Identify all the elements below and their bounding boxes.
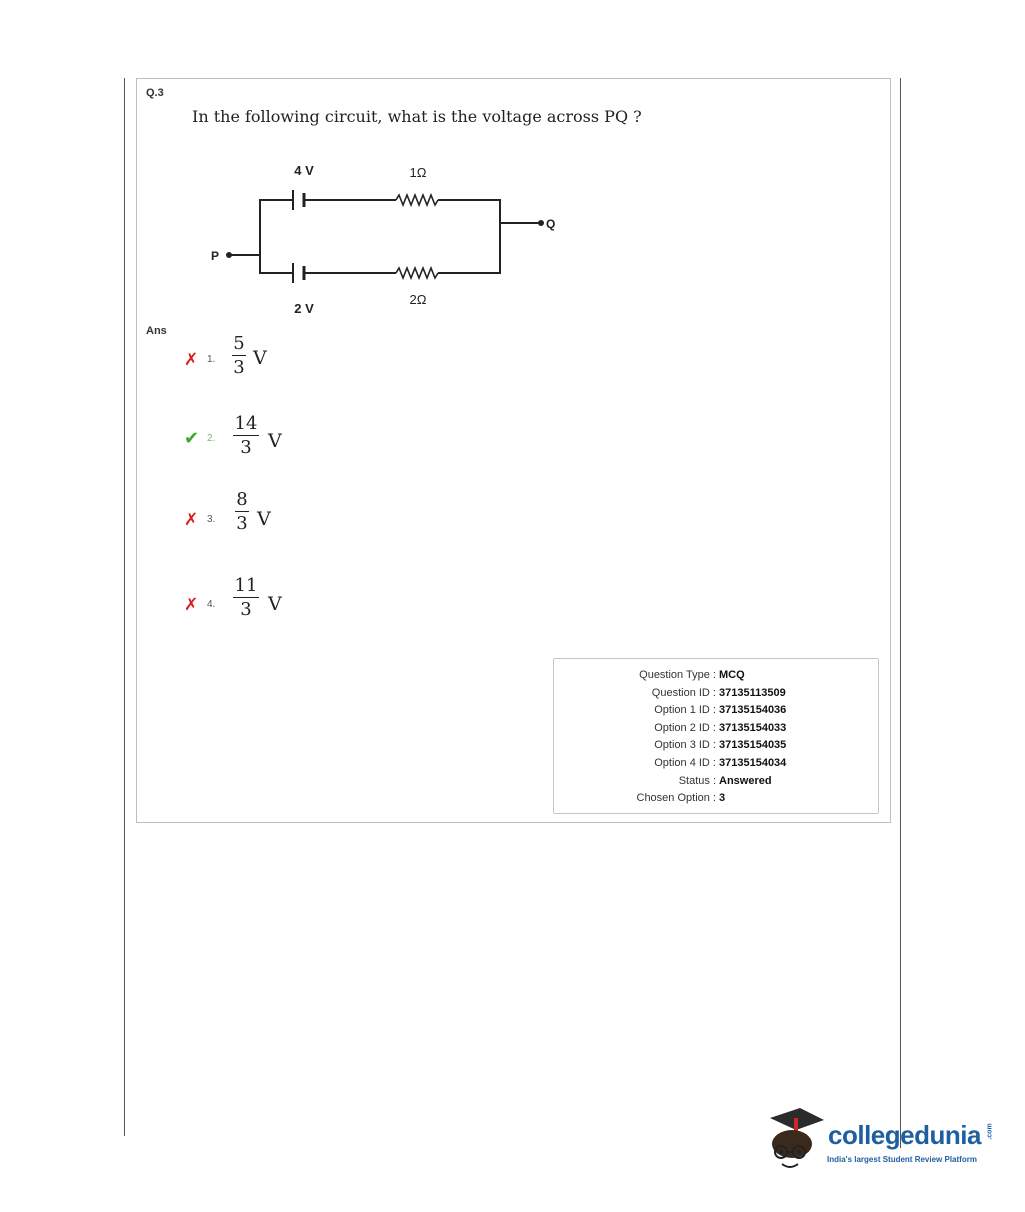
info-key: Chosen Option : (636, 792, 716, 804)
option-number: 4. (207, 599, 216, 610)
info-key: Question ID : (651, 687, 716, 699)
brand-name: collegedunia (828, 1120, 981, 1150)
label-p: P (211, 249, 220, 263)
info-row (554, 737, 878, 753)
info-value: 3 (719, 792, 726, 804)
info-row (554, 720, 878, 736)
collegedunia-logo[interactable] (766, 1104, 996, 1180)
label-top-resistor: 1Ω (409, 165, 427, 180)
option-unit: V (257, 508, 271, 530)
denominator: 3 (233, 357, 245, 378)
circuit-diagram (200, 155, 560, 325)
answer-label: Ans (146, 325, 167, 337)
cross-icon: ✗ (184, 350, 199, 369)
option-4[interactable] (184, 576, 324, 636)
label-top-battery: 4 V (294, 163, 314, 178)
info-row (554, 685, 878, 701)
terminal-p (226, 252, 232, 258)
info-row (554, 755, 878, 771)
page-border-left (124, 78, 125, 1136)
info-value: MCQ (719, 669, 745, 681)
cross-icon: ✗ (184, 510, 199, 529)
fraction-bar (235, 511, 249, 512)
info-row (554, 790, 878, 806)
page-border-right (900, 78, 901, 1148)
question-info-panel (553, 658, 879, 814)
info-row (554, 702, 878, 718)
terminal-q (538, 220, 544, 226)
question-number: Q.3 (146, 87, 164, 99)
option-number: 2. (207, 433, 216, 444)
check-icon: ✔ (184, 428, 200, 448)
brand-tagline: India's largest Student Review Platform (827, 1155, 977, 1164)
numerator: 5 (233, 333, 245, 354)
info-key: Option 2 ID : (654, 722, 716, 734)
mascot-icon (766, 1104, 826, 1180)
info-key: Option 1 ID : (654, 704, 716, 716)
question-text: In the following circuit, what is the voltage across PQ ? (192, 107, 642, 126)
option-1[interactable] (184, 334, 324, 394)
option-fraction (233, 576, 259, 620)
option-3[interactable] (184, 490, 324, 550)
fraction-bar (233, 435, 259, 436)
numerator: 14 (234, 413, 258, 434)
info-value: Answered (719, 775, 772, 787)
fraction-bar (232, 355, 246, 356)
info-row (554, 667, 878, 683)
info-key: Option 4 ID : (654, 757, 716, 769)
denominator: 3 (240, 437, 252, 458)
option-fraction (235, 490, 249, 534)
info-value: 37135154033 (719, 722, 787, 734)
label-q: Q (546, 217, 556, 231)
info-value: 37135154036 (719, 704, 787, 716)
resistor-1ohm (396, 195, 438, 205)
info-key: Status : (678, 775, 716, 787)
fraction-bar (233, 597, 259, 598)
brand-suffix: .com (986, 1123, 994, 1140)
option-unit: V (268, 593, 282, 615)
option-fraction (232, 334, 246, 378)
denominator: 3 (236, 513, 248, 534)
option-unit: V (253, 347, 267, 369)
numerator: 11 (234, 575, 258, 596)
label-bottom-resistor: 2Ω (409, 292, 427, 307)
info-value: 37135154035 (719, 739, 787, 751)
info-key: Question Type : (639, 669, 716, 681)
denominator: 3 (240, 599, 252, 620)
option-fraction (233, 414, 259, 458)
cross-icon: ✗ (184, 595, 199, 614)
resistor-2ohm (396, 268, 438, 278)
info-value: 37135154034 (719, 757, 787, 769)
label-bottom-battery: 2 V (294, 301, 314, 316)
info-key: Option 3 ID : (654, 739, 716, 751)
info-row (554, 773, 878, 789)
option-2[interactable] (184, 414, 324, 474)
option-number: 1. (207, 354, 216, 365)
info-value: 37135113509 (719, 687, 786, 699)
option-number: 3. (207, 514, 216, 525)
option-unit: V (268, 430, 282, 452)
numerator: 8 (236, 489, 248, 510)
